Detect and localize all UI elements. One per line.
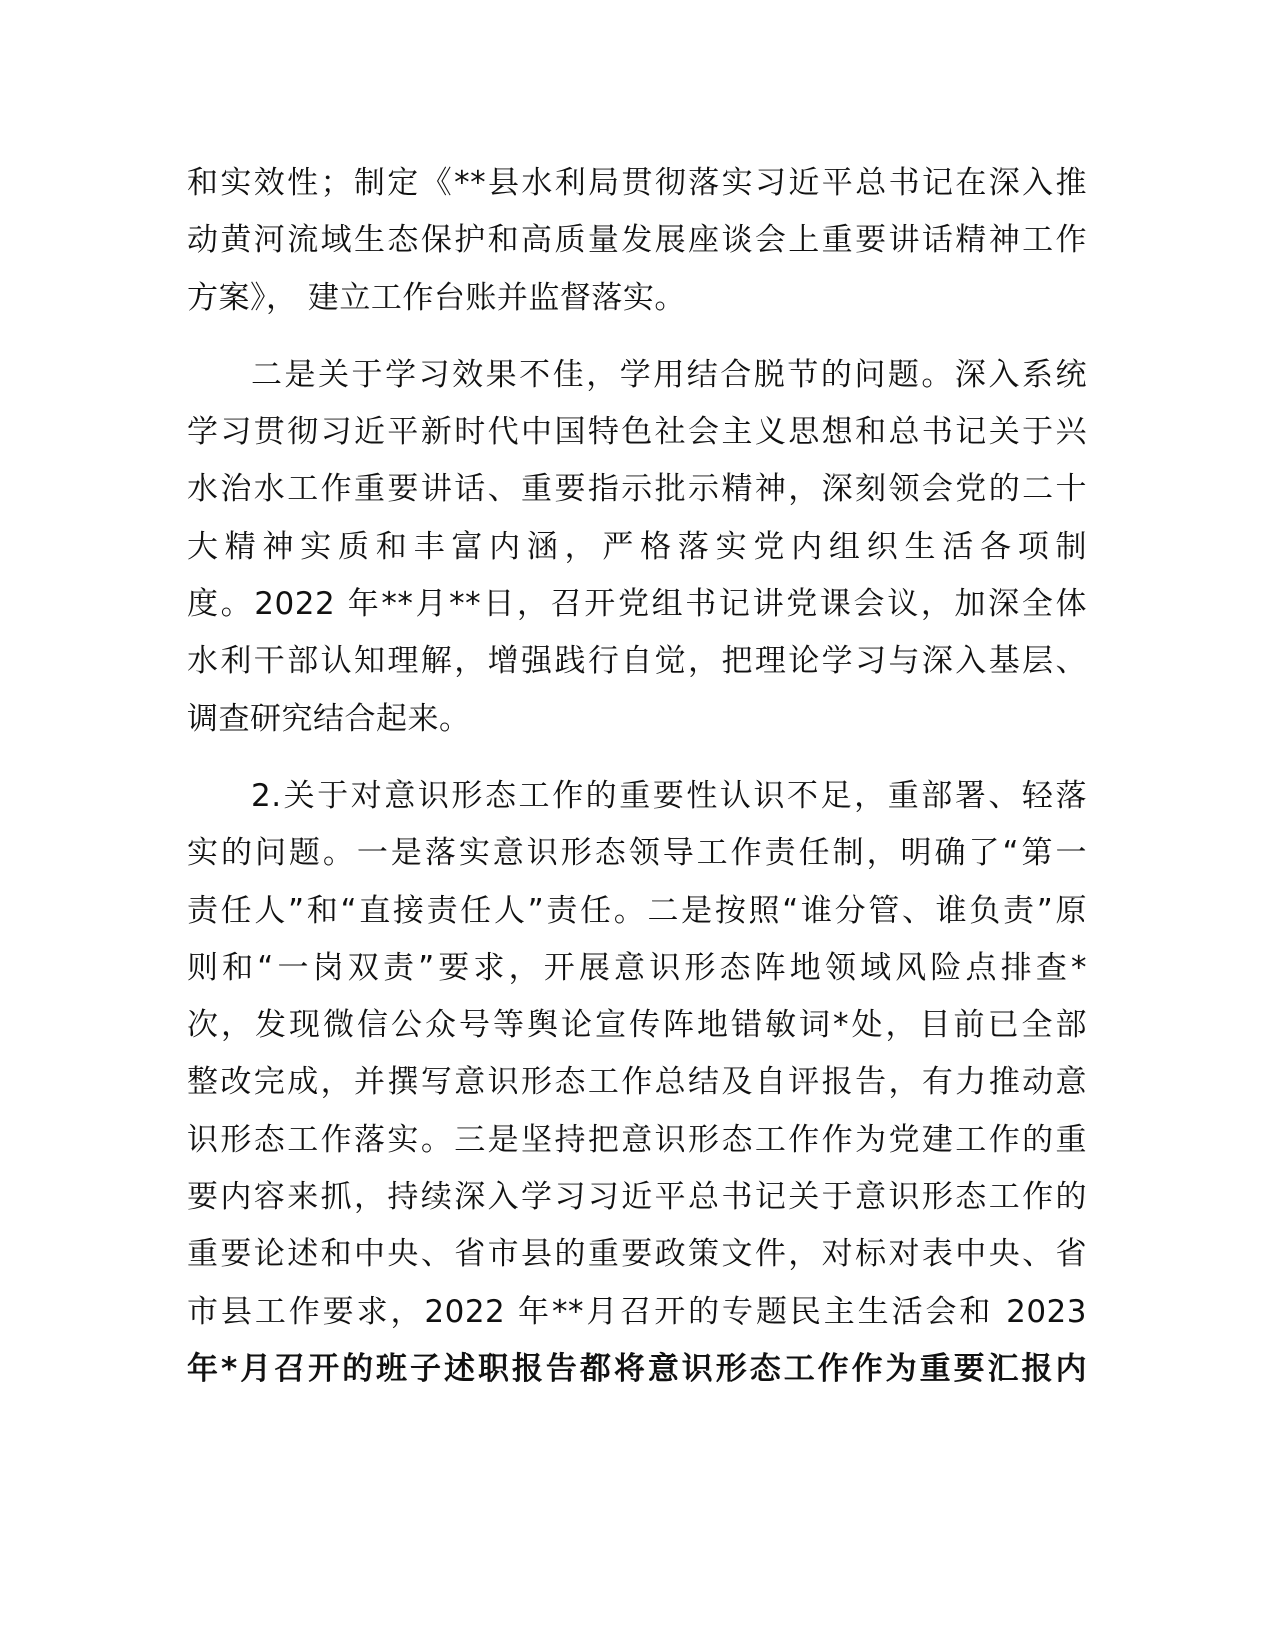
text-line: 2.关于对意识形态工作的重要性认识不足，重部署、轻落	[251, 777, 1087, 814]
text-line: 责任人”和“直接责任人”责任。二是按照“谁分管、谁负责”原	[187, 892, 1087, 929]
text-line: 次，发现微信公众号等舆论宣传阵地错敏词*处，目前已全部	[187, 1007, 1087, 1044]
text-line: 大精神实质和丰富内涵，严格落实党内组织生活各项制	[187, 528, 1087, 565]
text-line: 动黄河流域生态保护和高质量发展座谈会上重要讲话精神工作	[187, 222, 1087, 259]
text-line: 要内容来抓，持续深入学习习近平总书记关于意识形态工作的	[187, 1179, 1087, 1216]
text-line: 重要论述和中央、省市县的重要政策文件，对标对表中央、省	[187, 1236, 1087, 1273]
text-line: 度。2022 年**月**日，召开党组书记讲党课会议，加深全体	[187, 586, 1087, 623]
text-line: 实的问题。一是落实意识形态领导工作责任制，明确了“第一	[187, 835, 1087, 872]
paragraph-2	[187, 347, 1087, 748]
text-line: 二是关于学习效果不佳，学用结合脱节的问题。深入系统	[251, 356, 1087, 393]
text-line: 学习贯彻习近平新时代中国特色社会主义思想和总书记关于兴	[187, 414, 1087, 451]
text-line: 则和“一岗双责”要求，开展意识形态阵地领域风险点排查*	[187, 949, 1087, 986]
text-line: 水利干部认知理解，增强践行自觉，把理论学习与深入基层、	[187, 643, 1087, 680]
paragraph-1	[187, 155, 1087, 327]
paragraph-spacer	[187, 327, 1087, 347]
text-line: 整改完成，并撰写意识形态工作总结及自评报告，有力推动意	[187, 1064, 1087, 1101]
text-line: 调查研究结合起来。	[187, 700, 471, 737]
document-body	[187, 155, 1087, 1398]
paragraph-spacer	[187, 748, 1087, 768]
paragraph-3	[187, 768, 1087, 1398]
text-line: 识形态工作落实。三是坚持把意识形态工作作为党建工作的重	[187, 1121, 1087, 1158]
text-line: 市县工作要求，2022 年**月召开的专题民主生活会和 2023	[187, 1293, 1087, 1330]
text-line: 和实效性；制定《**县水利局贯彻落实习近平总书记在深入推	[187, 165, 1087, 201]
text-line: 年*月召开的班子述职报告都将意识形态工作作为重要汇报内	[187, 1350, 1087, 1387]
text-line: 水治水工作重要讲话、重要指示批示精神，深刻领会党的二十	[187, 471, 1087, 508]
text-line: 方案》， 建立工作台账并监督落实。	[187, 279, 686, 316]
